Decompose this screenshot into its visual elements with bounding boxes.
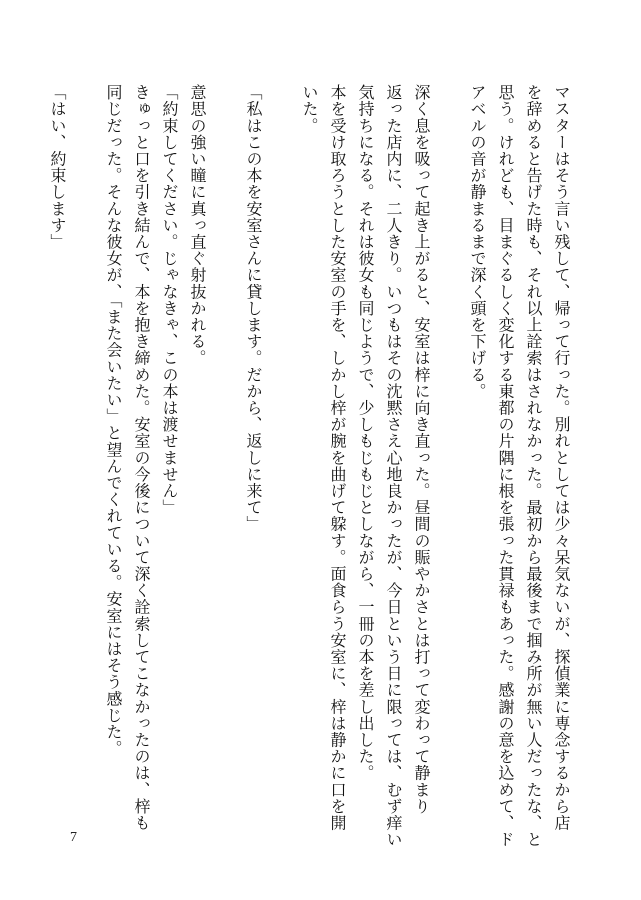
dialogue-line: 「約束してください。じゃなきゃ、この本は渡せません」 xyxy=(160,84,179,516)
text-line: 気持ちになる。それは彼女も同じようで、少しもじもじとしながら、一冊の本を差し出した。 xyxy=(356,84,375,782)
dialogue-line: 「はい、約束します」 xyxy=(48,84,67,250)
paragraph-gap xyxy=(71,84,99,744)
paragraph-gap xyxy=(435,84,463,744)
text-line: 思う。けれども、目まぐるしく変化する東都の片隅に根を張った貫禄もあった。感謝の意を込めて、ド xyxy=(496,84,515,848)
text-line: きゅっと口を引き結んで、本を抱き締めた。安室の今後について深く詮索してこなかったのは、梓も xyxy=(132,84,151,831)
paragraph-gap xyxy=(211,84,239,744)
text-line: を辞めると告げた時も、それ以上詮索はされなかった。最初から最後まで掴み所が無い人だったな、と xyxy=(524,84,543,848)
text-line: 深く息を吸って起き上がると、安室は梓に向き直った。昼間の賑やかさとは打って変わって静まり xyxy=(412,84,431,815)
text-line: 同じだった。そんな彼女が、「また会いたい」と望んでくれている。安室にはそう感じた。 xyxy=(104,84,123,757)
page-number: 7 xyxy=(70,830,77,845)
dialogue-line: 「私はこの本を安室さんに貸します。だから、返しに来て」 xyxy=(244,84,263,533)
text-line: 本を受け取ろうとした安室の手を、しかし梓が腕を曲げて躱す。面食らう安室に、梓は静かに口を開 xyxy=(328,84,347,831)
paragraph-gap xyxy=(267,84,295,744)
vertical-text-body xyxy=(43,84,575,848)
text-line: 意思の強い瞳に真っ直ぐ射抜かれる。 xyxy=(188,84,207,367)
text-line: いた。 xyxy=(300,84,319,134)
text-line: マスターはそう言い残して、帰って行った。別れとしては少々呆気ないが、探偵業に専念するから店 xyxy=(552,84,571,831)
text-line: 返った店内に、二人きり。いつもはその沈黙さえ心地良かったが、今日という日に限っては、むず痒い xyxy=(384,84,403,848)
text-line: アベルの音が静まるまで深く頭を下げる。 xyxy=(468,84,487,400)
